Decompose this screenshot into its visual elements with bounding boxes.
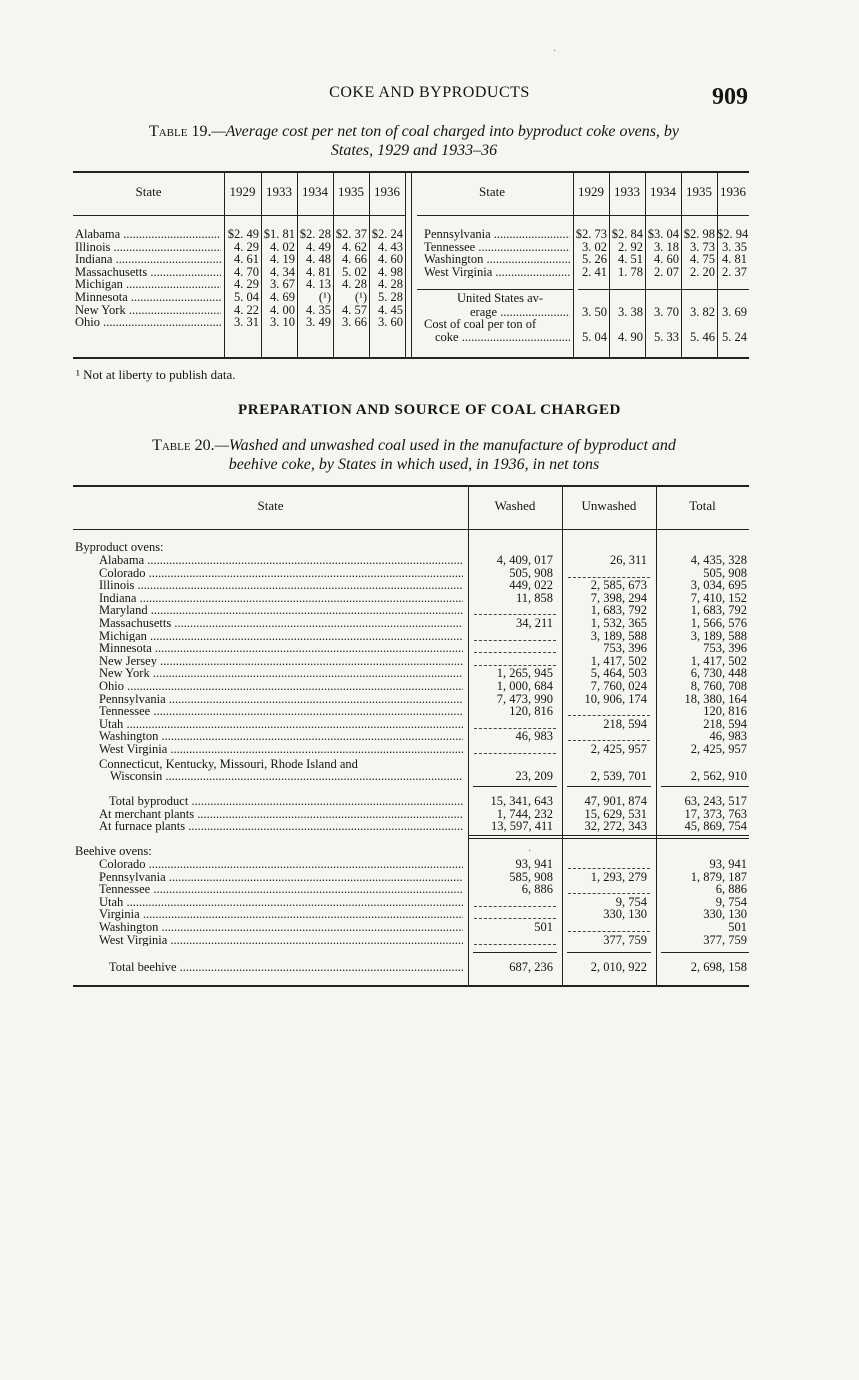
page-number: 909 [712, 84, 748, 110]
table20-combined-unwashed: 2, 539, 701 [590, 769, 647, 783]
table19-state-label: Alabama ..... [75, 228, 221, 241]
empty-cell-dashes [568, 707, 650, 716]
table20-byproduct-state-label: Michigan ..... [99, 630, 463, 643]
table20-beehive-unwashed: 1, 293, 279 [590, 869, 647, 884]
rule [73, 985, 749, 987]
table20-byproduct-total-state-label: Total byproduct ..... [109, 795, 463, 808]
empty-cell-dashes [474, 936, 556, 945]
table19-state-label: Massachusetts ..... [75, 266, 221, 279]
empty-cell-dashes [474, 644, 556, 653]
table20-byproduct-washed: 46, 983 [515, 729, 553, 744]
table20-byproduct-unwashed: 3, 189, 588 [590, 628, 647, 643]
table19-value: 4. 66 [342, 252, 367, 267]
table19-state-label: Minnesota ..... [75, 291, 221, 304]
table20-byproduct-total-state-label: At merchant plants ..... [99, 808, 463, 821]
table19-value: $2. 28 [299, 227, 331, 241]
section-heading: PREPARATION AND SOURCE OF COAL CHARGED [238, 402, 621, 418]
table19-state-label: Illinois ..... [75, 241, 221, 254]
table20-header-total: Total [689, 498, 716, 513]
table19-header-year: 1933 [614, 184, 640, 199]
table20-byproduct-state-label: New Jersey ..... [99, 655, 463, 668]
table20-beehive-total: 9, 754 [715, 894, 747, 909]
table19-state-label: Indiana ..... [75, 253, 221, 266]
table20-byproduct-unwashed: 1, 532, 365 [590, 616, 647, 630]
table20-beehive-total: 501 [728, 920, 747, 934]
table20-byproduct-total-state-label: At furnace plants ..... [99, 820, 463, 833]
table20-byproduct-total: 120, 816 [703, 704, 747, 719]
table19-value: 4. 49 [306, 239, 331, 254]
table19-value: 5. 26 [582, 252, 607, 267]
table19-header-year: 1929 [578, 184, 604, 199]
table20-beehive-state-label: Washington ..... [99, 921, 463, 934]
table19-coke-cost-value: 5. 24 [722, 330, 747, 344]
table20-byproduct-state-label: Utah ..... [99, 718, 463, 731]
table19-coke-cost-label: Cost of coal per ton of [424, 317, 537, 331]
table19-value: 4. 70 [234, 264, 259, 279]
table20-beehive-state-label: West Virginia ..... [99, 934, 463, 947]
table19-value: $2. 49 [227, 227, 259, 241]
table19-value: 4. 61 [234, 252, 259, 267]
table20-byproduct-total-washed: 1, 744, 232 [496, 806, 553, 821]
table19-us-average-value: 3. 82 [690, 305, 715, 319]
table20-byproduct-state-label: New York ..... [99, 667, 463, 680]
table20-byproduct-unwashed: 7, 398, 294 [590, 590, 647, 605]
table19-state-label: Ohio ..... [75, 316, 221, 329]
table19-header-year: 1934 [650, 184, 676, 199]
table20-byproduct-total: 7, 410, 152 [690, 590, 747, 605]
table20-byproduct-unwashed: 1, 683, 792 [590, 603, 647, 618]
table20-beehive-total-state-label: Total beehive ..... [109, 961, 463, 974]
table19-title-line2: States, 1929 and 1933–36 [330, 142, 498, 159]
table20-byproduct-state-label: Indiana ..... [99, 592, 463, 605]
table20-beehive-washed: 6, 886 [521, 882, 553, 897]
table19-us-average-value: 3. 50 [582, 305, 607, 319]
table19-value: 3. 10 [270, 315, 295, 330]
table19-value: $2. 94 [717, 227, 749, 241]
table19-value: 2. 37 [722, 264, 747, 279]
table19-value: 4. 57 [342, 302, 367, 317]
table19-value: 2. 92 [618, 239, 643, 254]
scan-speck: · [553, 46, 557, 57]
table20-beehive-washed: 93, 941 [515, 857, 553, 871]
rule [468, 838, 749, 839]
table19-state-label: Michigan ..... [75, 278, 221, 291]
rule [661, 786, 749, 787]
table20-beehive-total: 1, 879, 187 [690, 869, 747, 884]
table20-byproduct-state-label: Ohio ..... [99, 680, 463, 693]
empty-cell-dashes [474, 632, 556, 641]
table19-value: $2. 98 [683, 227, 715, 241]
table20-header-unwashed: Unwashed [581, 498, 637, 513]
table20-byproduct-total: 218, 594 [703, 716, 747, 731]
footnote: ¹ Not at liberty to publish data. [76, 367, 236, 382]
table20-header-state: State [257, 498, 284, 513]
table20-byproduct-total-total: 17, 373, 763 [684, 806, 747, 821]
table19-header-year: 1936 [720, 184, 746, 199]
table20-byproduct-state-label: Illinois ..... [99, 579, 463, 592]
table19-label: Table 19. [148, 123, 212, 140]
table19-state-label: New York ..... [75, 304, 221, 317]
table19-header-year: 1935 [686, 184, 712, 199]
table20-byproduct-state-label: Minnesota ..... [99, 642, 463, 655]
table19-value: 4. 43 [378, 239, 403, 254]
rule [73, 529, 749, 530]
table20-title-line1: —Washed and unwashed coal used in the manufacture of byproduct and [214, 437, 676, 454]
table20-byproduct-total: 2, 425, 957 [690, 742, 747, 756]
table20-byproduct-total: 1, 683, 792 [690, 603, 747, 618]
table20-byproduct-total-washed: 15, 341, 643 [490, 794, 553, 808]
table20-beehive-total-unwashed: 2, 010, 922 [590, 960, 647, 974]
rule [567, 952, 651, 953]
table19-header-state: State [479, 184, 505, 199]
table19-us-average-label: erage ..... [470, 306, 570, 319]
table19-value: 2. 07 [654, 264, 679, 279]
empty-cell-dashes [474, 720, 556, 729]
table19-value: 4. 29 [234, 277, 259, 292]
table20-beehive-state-label: Tennessee ..... [99, 883, 463, 896]
table20-byproduct-total: 6, 730, 448 [690, 666, 747, 681]
table20-beehive-unwashed: 330, 130 [603, 907, 647, 922]
table19-value: 2. 20 [690, 264, 715, 279]
table20-beehive-total: 6, 886 [715, 882, 747, 897]
table19-value: 4. 51 [618, 252, 643, 267]
empty-cell-dashes [568, 923, 650, 932]
table19-value: 4. 45 [378, 302, 403, 317]
table19-header-year: 1936 [374, 184, 400, 199]
table20-beehive-state-label: Utah ..... [99, 896, 463, 909]
table20-byproduct-heading: Byproduct ovens: [75, 540, 164, 554]
table20-beehive-state-label: Virginia ..... [99, 908, 463, 921]
table20-byproduct-unwashed: 5, 464, 503 [590, 666, 647, 681]
table20-byproduct-total-total: 63, 243, 517 [684, 794, 747, 808]
empty-cell-dashes [474, 606, 556, 615]
table20-byproduct-unwashed: 2, 585, 673 [590, 578, 647, 593]
table19-us-average-value: 3. 38 [618, 305, 643, 319]
table20-beehive-unwashed: 9, 754 [615, 894, 647, 909]
table20-byproduct-washed: 11, 858 [515, 590, 553, 605]
rule [473, 952, 557, 953]
table19-value: (¹) [354, 290, 367, 304]
table20-byproduct-washed: 7, 473, 990 [496, 691, 553, 706]
table20-byproduct-washed: 1, 265, 945 [496, 666, 553, 681]
table19-value: 3. 49 [306, 315, 331, 330]
table20-byproduct-total: 505, 908 [703, 565, 747, 580]
table19-value: 4. 02 [270, 239, 295, 254]
table19-value: 4. 28 [342, 277, 367, 292]
table19-value: 4. 29 [234, 239, 259, 254]
table19-value: 3. 02 [582, 239, 607, 254]
table20-byproduct-state-label: Washington ..... [99, 730, 463, 743]
table20-byproduct-state-label: Pennsylvania ..... [99, 693, 463, 706]
table20-byproduct-state-label: Colorado ..... [99, 567, 463, 580]
table19-value: 5. 02 [342, 264, 367, 279]
running-head: COKE AND BYPRODUCTS [329, 84, 530, 101]
table20-byproduct-unwashed: 10, 906, 174 [584, 691, 647, 706]
table19-header-year: 1933 [266, 184, 292, 199]
table20-byproduct-total: 1, 417, 502 [690, 653, 747, 668]
table19-coke-cost-value: 5. 04 [582, 330, 607, 344]
rule [661, 952, 749, 953]
table20-beehive-heading: Beehive ovens: [75, 844, 152, 858]
table19-value: 4. 48 [306, 252, 331, 267]
table20-byproduct-total-washed: 13, 597, 411 [490, 819, 553, 834]
table20-byproduct-state-label: Tennessee ..... [99, 705, 463, 718]
table20-byproduct-total: 4, 435, 328 [690, 553, 747, 567]
table20-byproduct-washed: 120, 816 [509, 704, 553, 719]
table19-value: 3. 35 [722, 239, 747, 254]
table20-beehive-total: 93, 941 [709, 857, 747, 871]
table20-beehive-washed: 585, 908 [509, 869, 553, 884]
table20-byproduct-state-label: West Virginia ..... [99, 743, 463, 756]
table20-byproduct-washed: 1, 000, 684 [496, 679, 553, 693]
table19-value: 2. 41 [582, 264, 607, 279]
table19-value: 4. 75 [690, 252, 715, 267]
table20-byproduct-total: 3, 034, 695 [690, 578, 747, 593]
table20-byproduct-total: 46, 983 [709, 729, 747, 744]
rule [567, 786, 651, 787]
table20-byproduct-washed: 34, 211 [515, 616, 553, 630]
table19-value: 3. 31 [234, 315, 259, 330]
table19-coke-cost-value: 5. 33 [654, 330, 679, 344]
table20-byproduct-total-unwashed: 47, 901, 874 [584, 794, 647, 808]
table20-label: Table 20. [152, 437, 215, 454]
empty-cell-dashes [474, 898, 556, 907]
table19-value: 3. 73 [690, 239, 715, 254]
table19-value: $1. 81 [263, 227, 295, 241]
table19-state-label: Pennsylvania ..... [424, 228, 570, 241]
table19-state-label: West Virginia ..... [424, 266, 570, 279]
table20-byproduct-state-label: Massachusetts ..... [99, 617, 463, 630]
table19-header-year: 1934 [302, 184, 328, 199]
table19-value: 4. 13 [306, 277, 331, 292]
table20-byproduct-washed: 505, 908 [509, 565, 553, 580]
empty-cell-dashes [474, 657, 556, 666]
table20-byproduct-state-label: Maryland ..... [99, 604, 463, 617]
empty-cell-dashes [568, 860, 650, 869]
table19-value: 4. 00 [270, 302, 295, 317]
empty-cell-dashes [568, 885, 650, 894]
table20-combined-washed: 23, 209 [515, 769, 553, 783]
empty-cell-dashes [474, 910, 556, 919]
table19-value: 3. 60 [378, 315, 403, 330]
table19-header-year: 1929 [229, 184, 256, 199]
table19-value: 4. 19 [270, 252, 295, 267]
table19-value: $2. 84 [611, 227, 643, 241]
table19-value: 4. 34 [270, 264, 295, 279]
table19-value: 4. 22 [234, 302, 259, 317]
table20-byproduct-washed: 4, 409, 017 [496, 553, 553, 567]
table20-byproduct-total: 3, 189, 588 [690, 628, 747, 643]
table19-coke-cost-value: 4. 90 [618, 330, 643, 344]
table19-value: 4. 62 [342, 239, 367, 254]
scan-speck: · [528, 846, 532, 857]
table20-header-washed: Washed [494, 498, 536, 513]
table20-byproduct-state-label: Alabama ..... [99, 554, 463, 567]
table20-byproduct-unwashed: 26, 311 [609, 553, 647, 567]
rule [473, 786, 557, 787]
table20-byproduct-unwashed: 1, 417, 502 [590, 653, 647, 668]
table20-byproduct-unwashed: 2, 425, 957 [590, 742, 647, 756]
table19-value: $2. 24 [371, 227, 403, 241]
table20-beehive-total-washed: 687, 236 [509, 960, 553, 974]
table20-beehive-state-label: Pennsylvania ..... [99, 871, 463, 884]
table20-combined-total: 2, 562, 910 [690, 769, 747, 783]
table19-value: 4. 81 [722, 252, 747, 267]
table19-value: 4. 60 [654, 252, 679, 267]
table20-byproduct-unwashed: 218, 594 [603, 716, 647, 731]
table20-title-line2: beehive coke, by States in which used, in 1936, in net tons [228, 456, 600, 473]
table19-value: 4. 69 [270, 290, 295, 304]
table19-value: 5. 04 [234, 290, 259, 304]
empty-cell-dashes [568, 569, 650, 578]
table19-us-average-value: 3. 69 [722, 305, 747, 319]
table19-value: (¹) [318, 290, 331, 304]
table20-byproduct-washed: 449, 022 [509, 578, 553, 593]
table20-beehive-total-total: 2, 698, 158 [690, 960, 747, 974]
empty-cell-dashes [568, 732, 650, 741]
rule [468, 835, 749, 836]
table20-byproduct-total: 1, 566, 576 [690, 616, 747, 630]
table19-value: 1. 78 [618, 264, 643, 279]
table20-byproduct-total-unwashed: 32, 272, 343 [584, 819, 647, 834]
table19-value: 4. 35 [306, 302, 331, 317]
table20-byproduct-total: 18, 380, 164 [684, 691, 747, 706]
table19-value: 4. 98 [378, 264, 403, 279]
table19-value: 3. 66 [342, 315, 367, 330]
table20-byproduct-total: 8, 760, 708 [690, 679, 747, 693]
table19-value: 3. 18 [654, 239, 679, 254]
table19-value: 4. 81 [306, 264, 331, 279]
table19-value: $2. 73 [575, 227, 607, 241]
table19-title-line1: —Average cost per net ton of coal charged into byproduct coke ovens, by [211, 123, 680, 140]
table20-beehive-state-label: Colorado ..... [99, 858, 463, 871]
table20-byproduct-unwashed: 7, 760, 024 [590, 679, 647, 693]
table20-byproduct-total-unwashed: 15, 629, 531 [584, 806, 647, 821]
empty-cell-dashes [474, 745, 556, 754]
table20-beehive-unwashed: 377, 759 [603, 932, 647, 947]
table19-value: 5. 28 [378, 290, 403, 304]
table20-combined-label: Connecticut, Kentucky, Missouri, Rhode Island and [99, 757, 358, 771]
table19-header-year: 1935 [338, 184, 364, 199]
table19-state-label: Washington ..... [424, 253, 570, 266]
table20-combined-label: Wisconsin ..... [110, 770, 463, 783]
table19-value: 3. 67 [270, 277, 295, 292]
table20-byproduct-total-total: 45, 869, 754 [684, 819, 747, 834]
table19-us-average-label: United States av- [457, 291, 544, 305]
rule [73, 485, 749, 487]
table19-value: $3. 04 [647, 227, 679, 241]
table20-byproduct-unwashed: 753, 396 [603, 641, 647, 656]
table20-byproduct-total: 753, 396 [703, 641, 747, 656]
table19-us-average-value: 3. 70 [654, 305, 679, 319]
table20-beehive-washed: 501 [534, 920, 553, 934]
table19-value: $2. 37 [335, 227, 367, 241]
table19-value: 4. 60 [378, 252, 403, 267]
table19-state-label: Tennessee ..... [424, 241, 570, 254]
table19-coke-cost-label: coke ..... [435, 331, 570, 344]
table19-header-state: State [135, 184, 162, 199]
table19-coke-cost-value: 5. 46 [690, 330, 715, 344]
table19-value: 4. 28 [378, 277, 403, 292]
table20-beehive-total: 330, 130 [703, 907, 747, 922]
table20-beehive-total: 377, 759 [703, 932, 747, 947]
